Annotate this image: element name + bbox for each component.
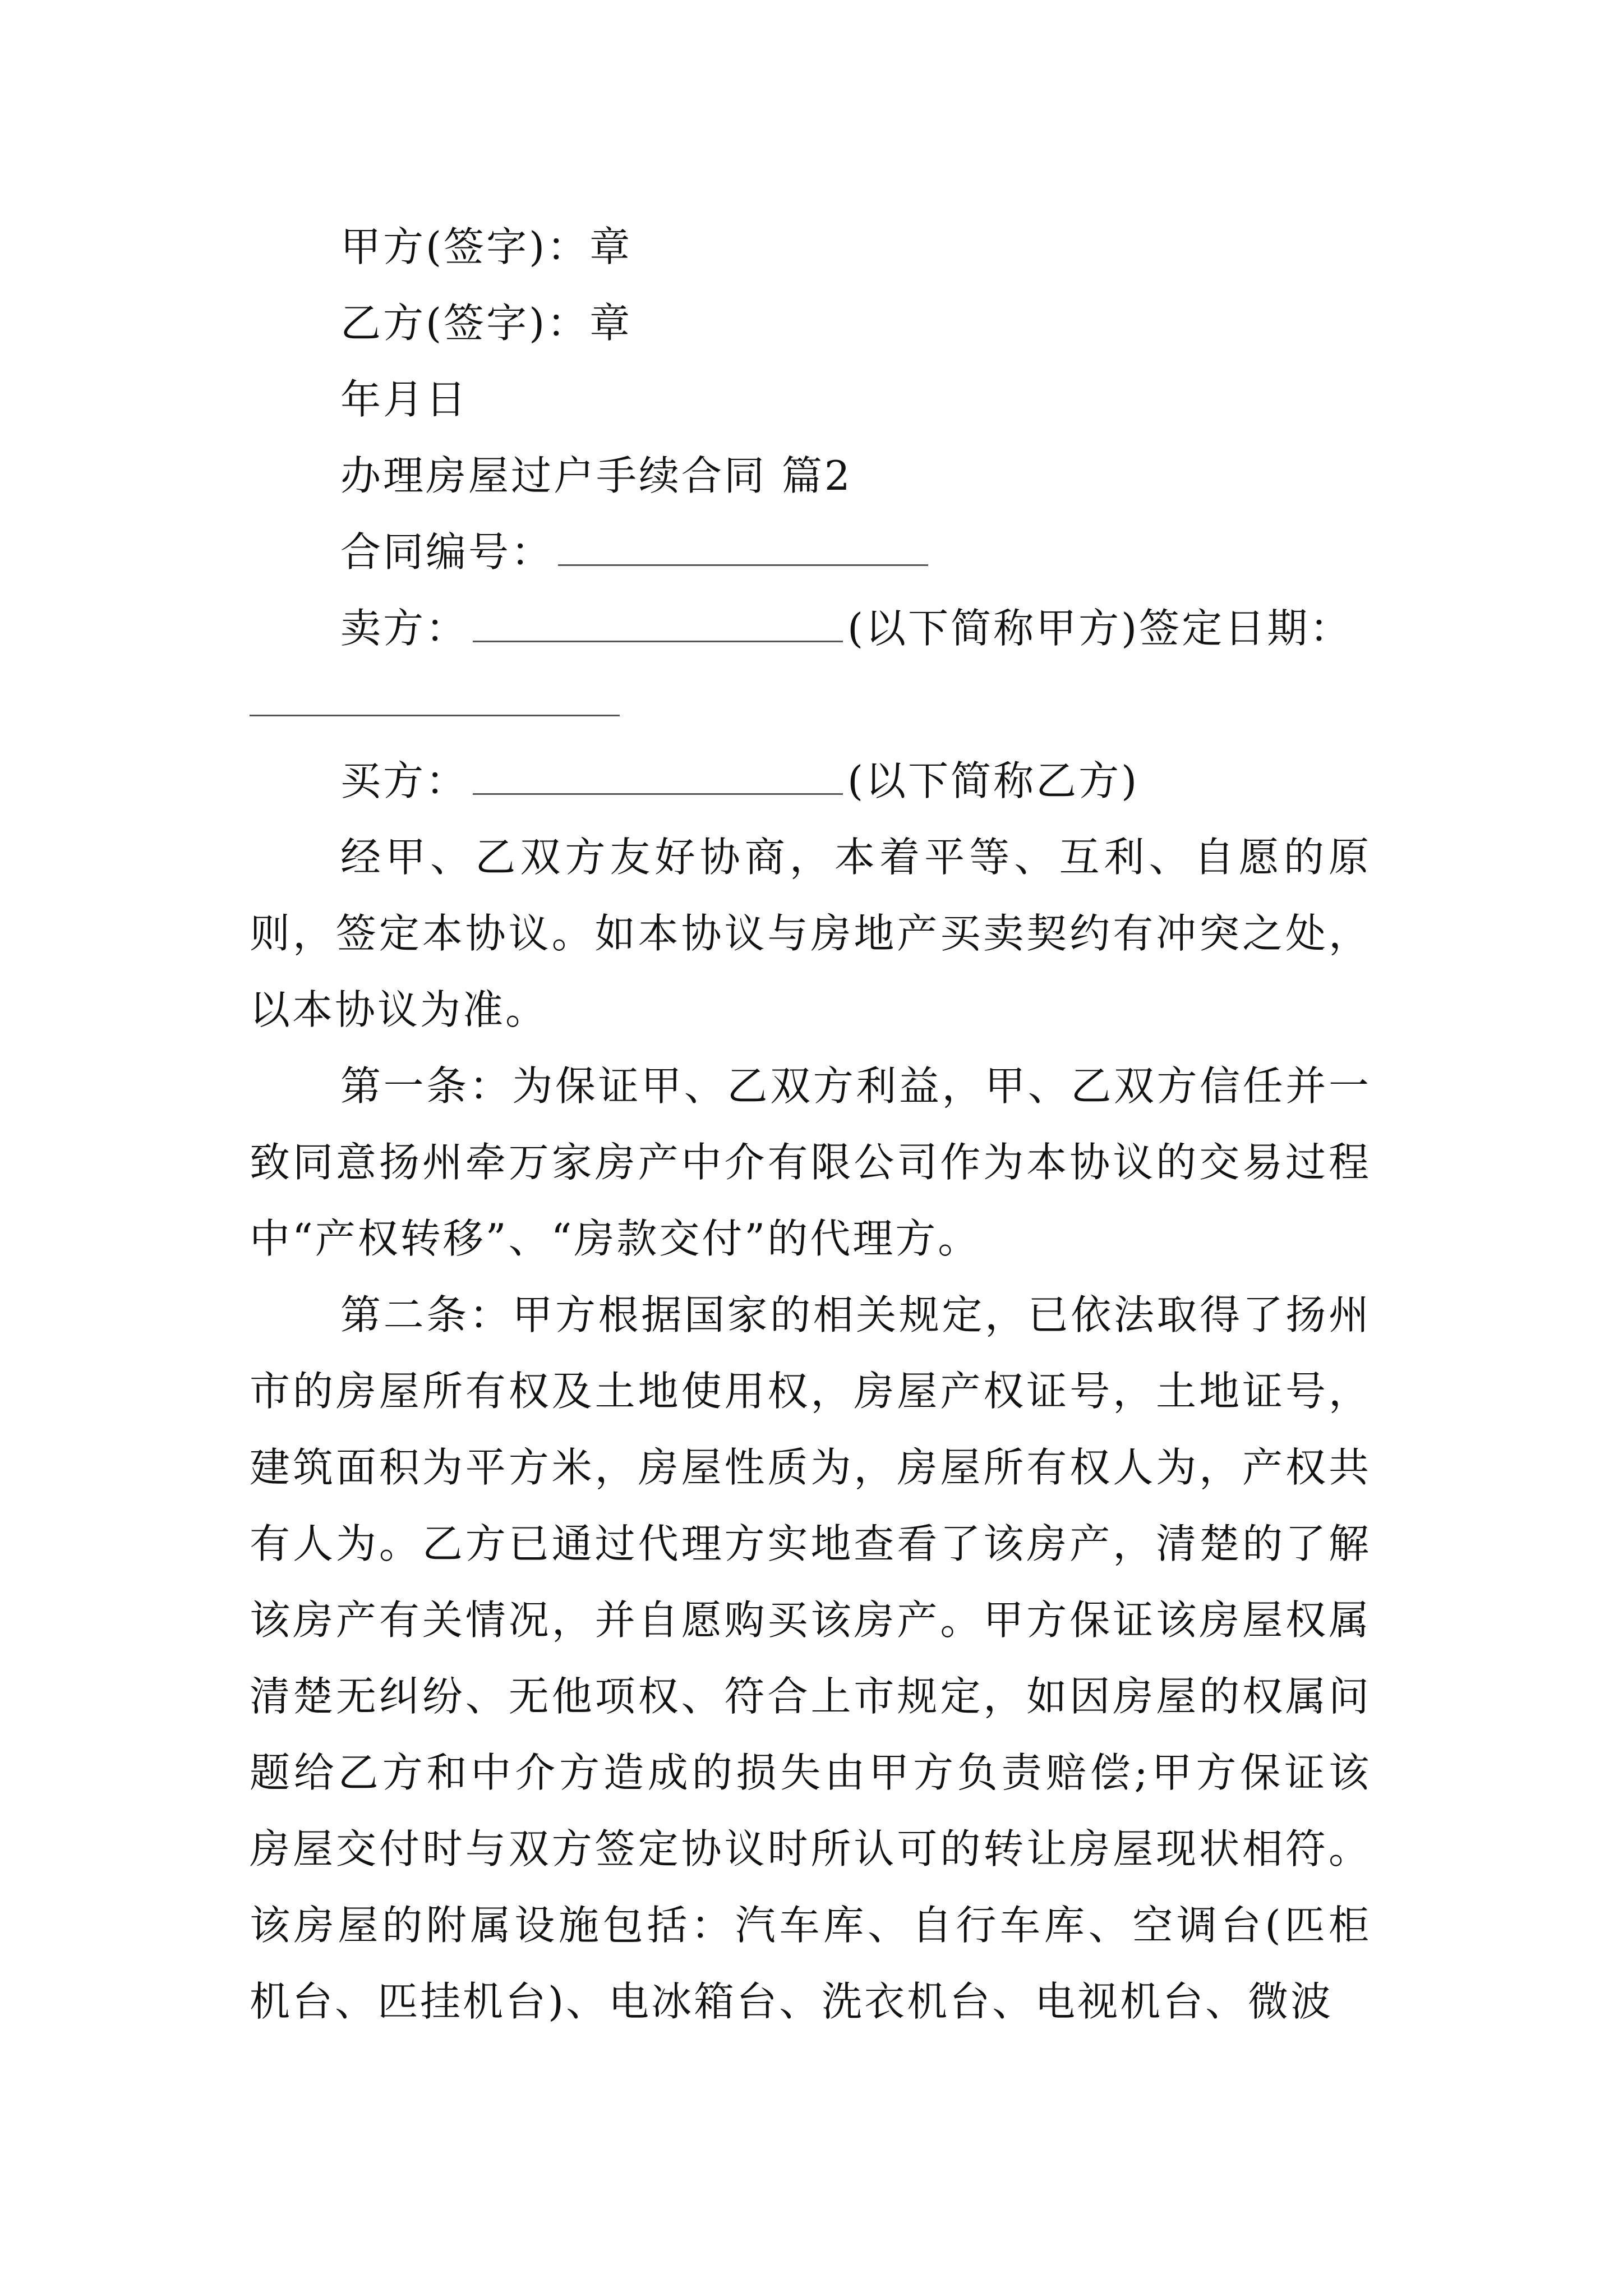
buyer-label: 买方： — [340, 757, 469, 804]
article-2-paragraph: 第二条：甲方根据国家的相关规定，已依法取得了扬州市的房屋所有权及土地使用权，房屋产权证号，土地证号，建筑面积为平方米，房屋性质为，房屋所有权人为，产权共有人为。乙方已通过代理方实地查看了该房产，清楚的了解该房产有关情况，并自愿购买该房产。甲方保证该房屋权属清楚无纠纷、无他项权、符合上市规定，如因房屋的权属问题给乙方和中介方造成的损失由甲方负责赔偿;甲方保证该房屋交付时与双方签定协议时所认可的转让房屋现状相符。该房屋的附属设施包括：汽车库、自行车库、空调台(匹柜机台、匹挂机台)、电冰箱台、洗衣机台、电视机台、微波 — [250, 1291, 1371, 2025]
date-line: 年月日 — [340, 376, 469, 423]
contract-number-line — [250, 514, 1371, 590]
article-1-paragraph: 第一条：为保证甲、乙双方利益，甲、乙双方信任并一致同意扬州牵万家房产中介有限公司作为本协议的交易过程中“产权转移”、“房款交付”的代理方。 — [250, 1062, 1371, 1262]
seller-suffix: (以下简称甲方)签定日期： — [847, 605, 1353, 652]
signing-date-blank-line — [250, 666, 1371, 743]
party-b-signature-line: 乙方(签字)：章 — [340, 300, 633, 347]
party-a-signature-line: 甲方(签字)：章 — [340, 223, 633, 270]
signing-date-blank — [250, 678, 620, 716]
seller-line — [250, 590, 1371, 666]
seller-label: 卖方： — [340, 605, 469, 652]
section-title: 办理房屋过户手续合同 篇2 — [340, 452, 852, 499]
seller-name-blank — [473, 604, 843, 642]
document-body — [250, 209, 1371, 2040]
buyer-line — [250, 743, 1371, 819]
buyer-suffix: (以下简称乙方) — [847, 757, 1140, 804]
buyer-name-blank — [473, 756, 843, 795]
contract-number-blank — [558, 527, 928, 566]
contract-number-label: 合同编号： — [340, 528, 554, 576]
intro-paragraph: 经甲、乙双方友好协商，本着平等、互利、自愿的原则，签定本协议。如本协议与房地产买卖契约有冲突之处，以本协议为准。 — [250, 834, 1371, 1033]
